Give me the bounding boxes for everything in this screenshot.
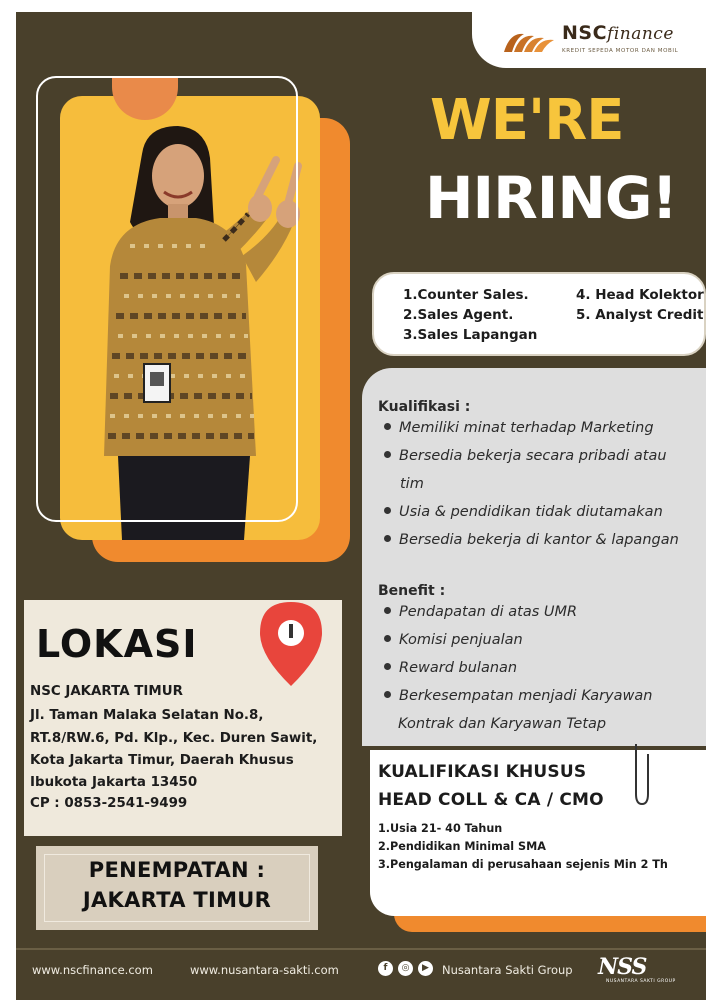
placement-label: PENEMPATAN : xyxy=(88,858,266,882)
instagram-icon[interactable]: ◎ xyxy=(398,961,413,976)
location-address-line: RT.8/RW.6, Pd. Klp., Kec. Duren Sawit, xyxy=(30,731,318,746)
brand-suffix: finance xyxy=(607,24,674,44)
benefits-title: Benefit : xyxy=(378,583,446,599)
benefit-item: Berkesempatan menjadi Karyawan xyxy=(384,688,652,704)
location-address-line: Ibukota Jakarta 13450 xyxy=(30,775,198,790)
map-pin-icon xyxy=(256,600,326,688)
job-head-kolektor: 4. Head Kolektor xyxy=(576,287,704,303)
bullet-icon xyxy=(384,535,391,542)
special-title-line2: HEAD COLL & CA / CMO xyxy=(378,790,604,810)
placement-city: JAKARTA TIMUR xyxy=(82,888,272,912)
benefit-item: Reward bulanan xyxy=(384,660,517,676)
bullet-icon xyxy=(384,423,391,430)
heading-hiring: HIRING! xyxy=(425,164,677,232)
brand-name: NSCfinance xyxy=(562,22,674,44)
location-address-line: Jl. Taman Malaka Selatan No.8, xyxy=(30,708,264,723)
benefit-item: Pendapatan di atas UMR xyxy=(384,604,577,620)
qualification-item: Bersedia bekerja di kantor & lapangan xyxy=(384,532,679,548)
left-margin xyxy=(0,0,16,1000)
bullet-icon xyxy=(384,607,391,614)
nsc-logo-mark-icon xyxy=(500,28,556,56)
special-item: 3.Pengalaman di perusahaan sejenis Min 2 Th xyxy=(378,858,668,871)
qualification-item: Bersedia bekerja secara pribadi atau xyxy=(384,448,667,464)
location-title: LOKASI xyxy=(36,622,198,666)
benefit-item: Komisi penjualan xyxy=(384,632,523,648)
heading-were: WE'RE xyxy=(430,88,624,153)
benefit-item-continued: Kontrak dan Karyawan Tetap xyxy=(398,716,607,732)
qualifications-title: Kualifikasi : xyxy=(378,399,471,415)
nss-group-logo-subtitle: NUSANTARA SAKTI GROUP xyxy=(606,979,676,984)
job-sales-lapangan: 3.Sales Lapangan xyxy=(403,327,538,343)
job-sales-agent: 2.Sales Agent. xyxy=(403,307,514,323)
bullet-icon xyxy=(384,635,391,642)
brand-logo-tab xyxy=(472,8,706,68)
bullet-icon xyxy=(384,507,391,514)
location-branch-name: NSC JAKARTA TIMUR xyxy=(30,684,183,699)
nss-group-logo: NSS xyxy=(598,954,647,980)
brand-tagline: KREDIT SEPEDA MOTOR DAN MOBIL xyxy=(562,48,679,54)
special-title-line1: KUALIFIKASI KHUSUS xyxy=(378,762,587,782)
qualification-item: Usia & pendidikan tidak diutamakan xyxy=(384,504,663,520)
job-counter-sales: 1.Counter Sales. xyxy=(403,287,529,303)
footer-group-name: Nusantara Sakti Group xyxy=(442,963,573,977)
location-contact-phone: CP : 0853-2541-9499 xyxy=(30,796,188,811)
facebook-icon[interactable]: f xyxy=(378,961,393,976)
youtube-icon[interactable]: ▶ xyxy=(418,961,433,976)
special-item: 1.Usia 21- 40 Tahun xyxy=(378,822,503,835)
paperclip-icon xyxy=(630,744,654,810)
photo-frame-outline xyxy=(36,76,298,522)
qualification-item: Memiliki minat terhadap Marketing xyxy=(384,420,654,436)
bullet-icon xyxy=(384,451,391,458)
qualification-item-continued: tim xyxy=(400,476,424,492)
bullet-icon xyxy=(384,663,391,670)
location-address-line: Kota Jakarta Timur, Daerah Khusus xyxy=(30,753,294,768)
bullet-icon xyxy=(384,691,391,698)
footer-website-nusantara[interactable]: www.nusantara-sakti.com xyxy=(190,963,339,977)
footer-website-nsc[interactable]: www.nscfinance.com xyxy=(32,963,153,977)
job-analyst-credit: 5. Analyst Credit xyxy=(576,307,704,323)
special-item: 2.Pendidikan Minimal SMA xyxy=(378,840,546,853)
